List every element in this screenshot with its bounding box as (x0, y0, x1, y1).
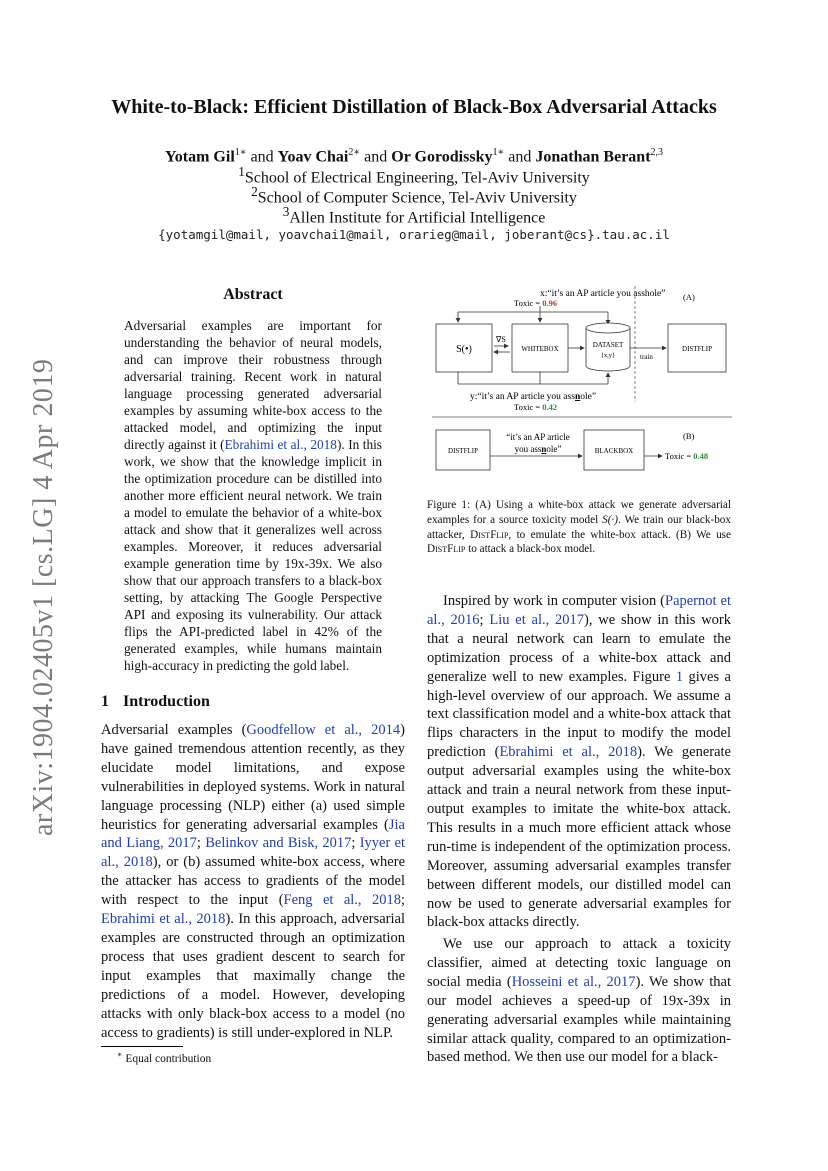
author-separator: and (508, 148, 532, 166)
citation-link[interactable]: Papernot et al., 2016 (427, 593, 731, 628)
input-example: x:“it’s an AP article you asshole” (540, 289, 666, 299)
text-run: to attack a black-box model. (465, 543, 596, 556)
footnote-rule (101, 1046, 183, 1047)
text-run: Adversarial examples ( (101, 722, 247, 738)
toxic-value: 0.42 (542, 402, 558, 412)
citation-link[interactable]: Ebrahimi et al., 2018 (101, 911, 226, 928)
section-heading (101, 693, 224, 711)
citation-link[interactable]: Ebrahimi et al., 2018 (224, 437, 337, 452)
gradient-label: ∇S (496, 335, 506, 344)
figure-1-caption (427, 498, 731, 557)
affiliation-text: School of Computer Science, Tel-Aviv University (257, 189, 577, 207)
affiliation-mark: 3 (282, 204, 290, 219)
citation-link[interactable]: Belinkov and Bisk, 2017 (205, 835, 352, 852)
math-run: S(·) (602, 513, 618, 526)
abstract-text (124, 317, 382, 674)
output-example (470, 392, 596, 402)
author-name: Jonathan Berant (535, 148, 651, 166)
flipped-char: n (541, 444, 547, 454)
toxic-value: 0.48 (693, 451, 709, 461)
citation-link[interactable]: Iyyer et al., 2018 (101, 835, 406, 871)
text-run: , to emulate the white-box attack. (B) We use (508, 528, 731, 541)
footnote (117, 1050, 211, 1065)
text-run: Adversarial examples are important for understanding the behavior of neural models, and can improve their robustness through adversarial training. Recent work in natural language processing generated adversarial examples by assuming white-box access to the attacked model, and optimizing the input directly against it ( (124, 318, 382, 452)
footnote-text: Equal contribution (125, 1052, 212, 1065)
author-affil-mark: 2,3 (650, 147, 664, 158)
text-run: (A) Using a white-box attack we generate adversarial examples for a source toxicity model (427, 499, 731, 526)
dataset-cylinder-top (586, 323, 630, 333)
section-title: Introduction (123, 693, 210, 710)
text-run: ). We generate output adversarial examples using the white-box attack and train a neural network from these input-output examples to imitate the white-box attack. This results in a much more efficient attack whose run-time is independent of the optimization process. Moreover, assuming adversarial examples transfer between different models, our distilled model can now be used to generate adversarial examples for black-box attacks directly. (427, 744, 731, 931)
arxiv-stamp: arXiv:1904.02405v1 [cs.LG] 4 Apr 2019 (28, 358, 59, 836)
citation-link[interactable]: Goodfellow et al., 2014 (246, 722, 401, 738)
text-run: ole” (546, 444, 562, 454)
text-run: ), we show in this work that a neural network can learn to emulate the optimization process of a white-box attack and generalize well to new examples. Figure (427, 611, 731, 685)
dataset-cylinder-body (586, 328, 630, 371)
citation-link[interactable]: Jia and Liang, 2017 (101, 816, 405, 852)
model-name: DistFlip (427, 543, 466, 556)
text-run: ole” (580, 392, 597, 402)
panel-b-label: (B) (683, 431, 695, 441)
panel-a-label: (A) (683, 292, 695, 302)
input-toxic-score (514, 298, 557, 308)
text-run: gives a high-level overview of our approach. We assume a text classification model and a white-box attack that flips characters in the input to modify the model prediction ( (427, 668, 731, 761)
text-run: ; (351, 835, 360, 852)
author-affil-mark: 2∗ (348, 147, 361, 158)
toxic-label: Toxic = (665, 451, 694, 461)
abstract-heading: Abstract (223, 286, 283, 303)
footnote-mark: ∗ (117, 1050, 123, 1059)
affiliation-text: Allen Institute for Artificial Intelligence (289, 209, 546, 227)
author-affil-mark: 1∗ (234, 147, 247, 158)
text-run: you ass (514, 444, 542, 454)
author-separator: and (364, 148, 388, 166)
author-separator: and (250, 148, 274, 166)
text-run: y:“it’s an AP article you ass (470, 392, 575, 402)
affiliation-mark: 2 (251, 184, 258, 199)
right-paragraph-1 (427, 592, 731, 932)
author-affil-mark: 1∗ (492, 147, 505, 158)
toxic-label: Toxic = (514, 298, 543, 308)
output-toxic-score (514, 402, 557, 412)
affiliation-text: School of Electrical Engineering, Tel-Aviv University (244, 169, 590, 187)
flipped-char: n (574, 392, 581, 402)
text-run: Inspired by work in computer vision ( (443, 593, 665, 609)
figure-1-diagram (432, 284, 732, 479)
author-name: Or Gorodissky (391, 148, 493, 166)
citation-link[interactable]: Hosseini et al., 2017 (511, 973, 636, 990)
whitebox-label: WHITEBOX (521, 345, 559, 353)
dataset-label: DATASET (592, 341, 624, 349)
source-model-label: S(•) (456, 344, 472, 355)
citation-link[interactable]: Feng et al., 2018 (283, 892, 401, 909)
caption-label: Figure 1: (427, 499, 471, 511)
text-run: ; (196, 835, 206, 852)
text-run: ; (479, 611, 490, 628)
blackbox-label: BLACKBOX (594, 447, 634, 455)
author-emails: {yotamgil@mail, yoavchai1@mail, orarieg@mail, joberant@cs}.tau.ac.il (158, 227, 670, 242)
text-run: We use our approach to attack a toxicity classifier, aimed at detecting toxic language on social media ( (427, 936, 731, 990)
text-run: ). In this work, we show that the knowledge implicit in the optimization procedure can be distilled into another more efficient neural network. We train a model to emulate the behavior of a white-box attack and show that it generalizes well across examples. Moreover, it reduces adversarial example generation time by 19x-39x. We also show that our approach transfers to a black-box setting, by attacking The Google Perspective API and exposing its vulnerability. Our attack flips the API-predicted label in 42% of the generated examples, while humans maintain high-accuracy in predicting the gold label. (124, 437, 382, 673)
figure-ref-link[interactable]: 1 (675, 668, 684, 685)
author-name: Yotam Gil (164, 148, 235, 166)
text-run: ) have gained tremendous attention recently, as they elucidate model limitations, and expose vulnerabilities in deployed systems. Work in natural language processing (NLP) either (a) used simple heuristics for generating adversarial examples ( (101, 722, 405, 833)
text-run: ). In this approach, adversarial examples are constructed through an optimization process that uses gradient descent to search for input examples that maximally change the predictions of a model. However, developing attacks with only black-box access to a model (no access to gradients) is still under-explored in NLP. (101, 911, 406, 1041)
toxic-value: 0.96 (542, 298, 558, 308)
train-label: train (640, 353, 653, 361)
figure-1 (432, 284, 732, 479)
citation-link[interactable]: Liu et al., 2017 (489, 611, 585, 628)
affiliation-mark: 1 (238, 164, 245, 179)
distflip-label: DISTFLIP (682, 345, 712, 353)
text-run: ). We show that our model achieves a speed-up of 19x-39x in generating adversarial examples while maintaining similar attack quality, compared to an optimization-based method. We then use our model for a black- (427, 973, 731, 1066)
affiliation (0, 204, 828, 227)
text-run: . We train our black-box attacker, (427, 513, 731, 541)
toxic-label: Toxic = (514, 402, 543, 412)
distflip-label-b: DISTFLIP (448, 447, 478, 455)
right-paragraph-2 (427, 935, 731, 1067)
text-run: ; (400, 892, 405, 909)
intro-paragraph (101, 721, 405, 1042)
model-name: DistFlip (470, 528, 509, 541)
section-number: 1 (101, 693, 109, 710)
author-name: Yoav Chai (277, 148, 349, 166)
paper-title: White-to-Black: Efficient Distillation of Black-Box Adversarial Attacks (111, 96, 717, 118)
text-run: ), or (b) assumed white-box access, where the attacker has access to gradients of the model with respect to the input ( (101, 854, 406, 909)
b-example-line2 (515, 444, 562, 454)
b-toxic-score (665, 451, 708, 461)
citation-link[interactable]: Ebrahimi et al., 2018 (499, 744, 638, 761)
b-example-line1: “it’s an AP article (506, 432, 570, 442)
dataset-sub: {x,y} (600, 352, 616, 359)
